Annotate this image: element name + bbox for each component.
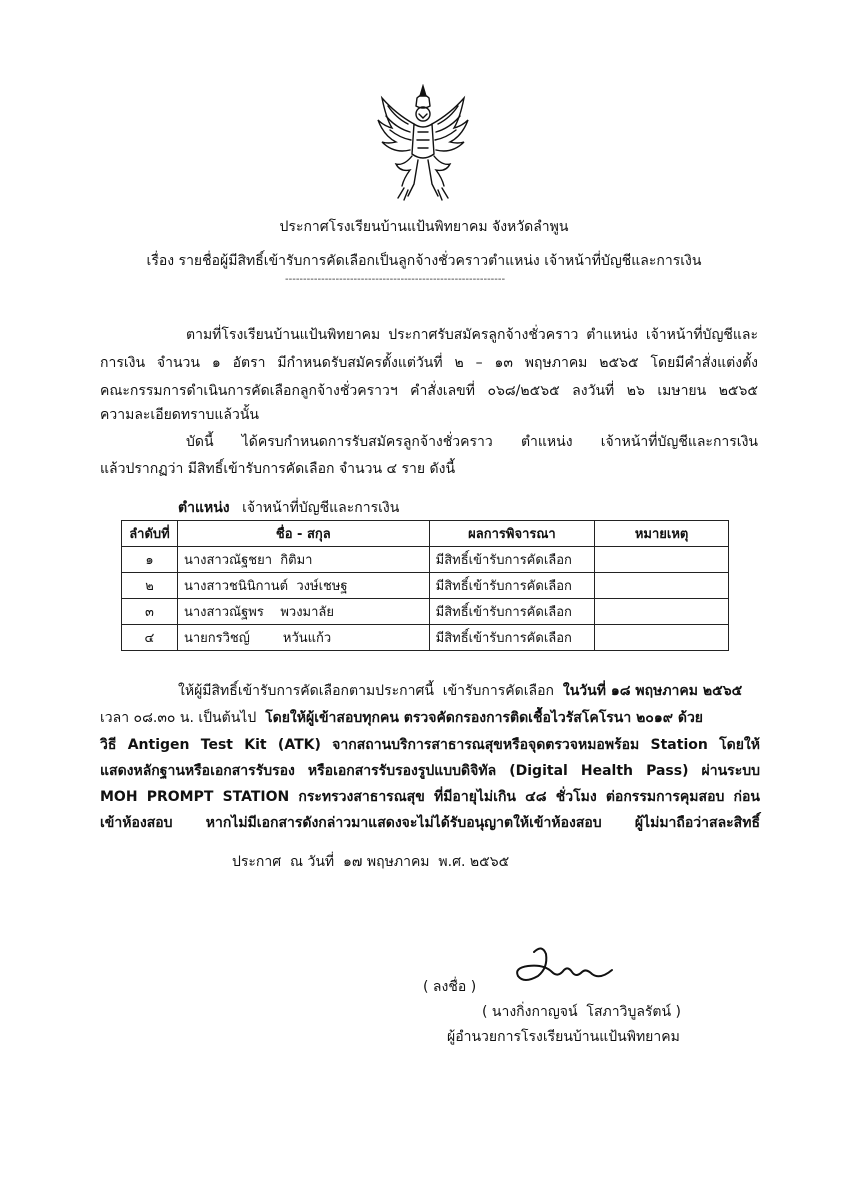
header-no: ลำดับที่ <box>122 521 178 547</box>
para2-line2: แล้วปรากฏว่า มีสิทธิ์เข้ารับการคัดเลือก จำนวน ๔ ราย ดังนี้ <box>100 461 456 477</box>
row-note <box>595 599 729 625</box>
para3-line3: วิธี Antigen Test Kit (ATK) จากสถานบริการสาธารณสุขหรือจุดตรวจหมอพร้อม Station โดยให้ <box>100 737 760 753</box>
row-name: นางสาวณัฐพร พวงมาลัย <box>177 599 429 625</box>
para3-line2-normal: เวลา ๐๘.๓๐ น. เป็นต้นไป <box>100 710 266 726</box>
row-no: ๒ <box>122 573 178 599</box>
row-name: นายกรวิชญ์ หวันแก้ว <box>177 625 429 651</box>
row-result: มีสิทธิ์เข้ารับการคัดเลือก <box>429 599 595 625</box>
row-note <box>595 547 729 573</box>
garuda-emblem-icon <box>374 84 472 202</box>
position-value: เจ้าหน้าที่บัญชีและการเงิน <box>242 500 400 516</box>
row-note <box>595 625 729 651</box>
table-row <box>122 599 729 625</box>
row-no: ๓ <box>122 599 178 625</box>
header-note: หมายเหตุ <box>595 521 729 547</box>
signer-name: ( นางกิ่งกาญจน์ โสภาวิบูลรัตน์ ) <box>482 1004 682 1020</box>
para3-line1-normal: ให้ผู้มีสิทธิ์เข้ารับการคัดเลือกตามประกาศนี้ เข้ารับการคัดเลือก <box>178 683 563 699</box>
para3-line1-bold: ในวันที่ ๑๘ พฤษภาคม ๒๕๖๕ <box>562 683 743 699</box>
row-result: มีสิทธิ์เข้ารับการคัดเลือก <box>429 625 595 651</box>
row-no: ๔ <box>122 625 178 651</box>
para3-line2 <box>100 707 760 729</box>
results-table <box>121 520 729 651</box>
para3-line4: แสดงหลักฐานหรือเอกสารรับรอง หรือเอกสารรับรองรูปแบบดิจิทัล (Digital Health Pass) ผ่านระบบ <box>100 763 760 779</box>
signature-icon <box>512 946 632 992</box>
position-label: ตำแหน่ง <box>178 500 230 516</box>
row-no: ๑ <box>122 547 178 573</box>
row-note <box>595 573 729 599</box>
announcement-subject: เรื่อง รายชื่อผู้มีสิทธิ์เข้ารับการคัดเลือกเป็นลูกจ้างชั่วคราวตำแหน่ง เจ้าหน้าที่บัญชีและการเงิน <box>146 253 702 269</box>
table-row <box>122 547 729 573</box>
para3-line6: เข้าห้องสอบ หากไม่มีเอกสารดังกล่าวมาแสดงจะไม่ได้รับอนุญาตให้เข้าห้องสอบ ผู้ไม่มาถือว่าสละสิทธิ์ <box>100 815 760 831</box>
row-name: นางสาวชนินิกานต์ วงษ์เชษฐ <box>177 573 429 599</box>
signer-position: ผู้อำนวยการโรงเรียนบ้านแป้นพิทยาคม <box>447 1029 680 1045</box>
header-divider: ------------------------------------------------------------- <box>285 274 506 285</box>
header-name: ชื่อ - สกุล <box>177 521 429 547</box>
announce-date: ประกาศ ณ วันที่ ๑๗ พฤษภาคม พ.ศ. ๒๕๖๕ <box>232 854 510 870</box>
row-name: นางสาวณัฐชยา กิติมา <box>177 547 429 573</box>
table-header-row <box>122 521 729 547</box>
row-result: มีสิทธิ์เข้ารับการคัดเลือก <box>429 573 595 599</box>
para3-line5: MOH PROMPT STATION กระทรวงสาธารณสุข ที่มีอายุไม่เกิน ๔๘ ชั่วโมง ต่อกรรมการคุมสอบ ก่อน <box>100 789 760 805</box>
sign-label: ( ลงชื่อ ) <box>423 979 477 995</box>
announcement-title: ประกาศโรงเรียนบ้านแป้นพิทยาคม จังหวัดลำพูน <box>279 219 569 235</box>
para3-line2-bold: โดยให้ผู้เข้าสอบทุกคน ตรวจคัดกรองการติดเชื้อไวรัสโคโรนา ๒๐๑๙ ด้วย <box>265 710 704 726</box>
para1-line3: คณะกรรมการดำเนินการคัดเลือกลูกจ้างชั่วคราวฯ คำสั่งเลขที่ ๐๖๘/๒๕๖๕ ลงวันที่ ๒๖ เมษายน ๒๕๖๕ <box>100 383 758 399</box>
para1-line1: ตามที่โรงเรียนบ้านแป้นพิทยาคม ประกาศรับสมัครลูกจ้างชั่วคราว ตำแหน่ง เจ้าหน้าที่บัญชีและ <box>186 327 758 343</box>
table-row <box>122 625 729 651</box>
position-line <box>178 497 399 519</box>
row-result: มีสิทธิ์เข้ารับการคัดเลือก <box>429 547 595 573</box>
para2-line1: บัดนี้ ได้ครบกำหนดการรับสมัครลูกจ้างชั่วคราว ตำแหน่ง เจ้าหน้าที่บัญชีและการเงิน <box>186 434 758 450</box>
para3-line1 <box>178 680 742 702</box>
table-row <box>122 573 729 599</box>
para1-line4: ความละเอียดทราบแล้วนั้น <box>100 407 260 423</box>
para1-line2: การเงิน จำนวน ๑ อัตรา มีกำหนดรับสมัครตั้งแต่วันที่ ๒ – ๑๓ พฤษภาคม ๒๕๖๕ โดยมีคำสั่งแต่งตั้ง <box>100 355 758 371</box>
header-result: ผลการพิจารณา <box>429 521 595 547</box>
